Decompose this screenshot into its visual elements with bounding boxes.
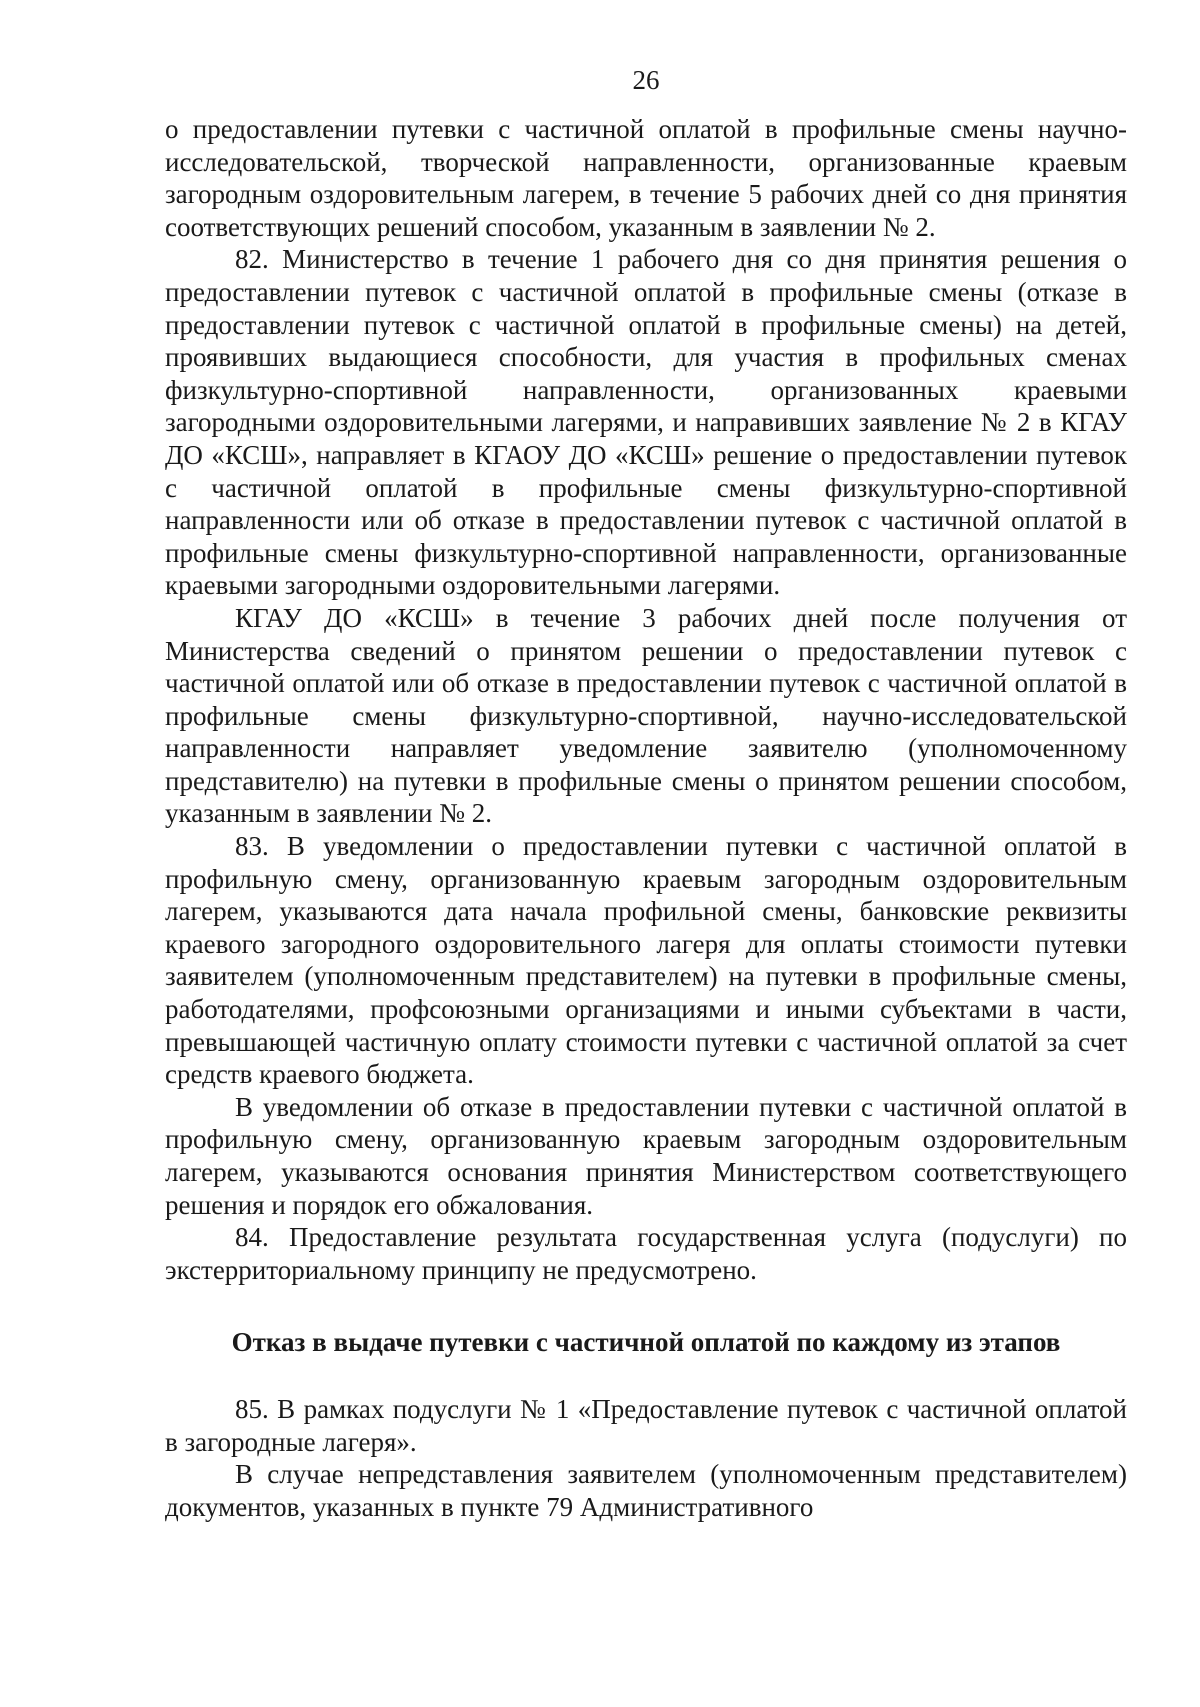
section-heading: Отказ в выдаче путевки с частичной оплатой по каждому из этапов bbox=[231, 1327, 1061, 1358]
paragraph-83: 83. В уведомлении о предоставлении путевки с частичной оплатой в профильную смену, организованную краевым загородным оздоровительным лагерем, указываются дата начала профильной смены, банковские реквизиты краевого загородного оздоровительного лагеря для оплаты стоимости путевки заявителем (уполномоченным представителем) на путевки в профильные смены, работодателями, профсоюзными организациями и иными субъектами в части, превышающей частичную оплату стоимости путевки с частичной оплатой за счет средств краевого бюджета. bbox=[165, 831, 1127, 1090]
document-page bbox=[165, 0, 1127, 1707]
paragraph-84: 84. Предоставление результата государственная услуга (подуслуги) по экстерриториальному принципу не предусмотрено. bbox=[165, 1222, 1127, 1285]
paragraph-82: 82. Министерство в течение 1 рабочего дня со дня принятия решения о предоставлении путевок с частичной оплатой в профильные смены (отказе в предоставлении путевок с частичной оплатой в профильные смены) на детей, проявивших выдающиеся способности, для участия в профильных сменах физкультурно-спортивной направленности, организованных краевыми загородными оздоровительными лагерями, и направивших заявление № 2 в КГАУ ДО «КСШ», направляет в КГАОУ ДО «КСШ» решение о предоставлении путевок с частичной оплатой в профильные смены физкультурно-спортивной направленности или об отказе в предоставлении путевок с частичной оплатой в профильные смены физкультурно-спортивной направленности, организованные краевыми загородными оздоровительными лагерями. bbox=[165, 244, 1127, 601]
paragraph-refusal-notice: В уведомлении об отказе в предоставлении путевки с частичной оплатой в профильную смену, организованную краевым загородным оздоровительным лагерем, указываются основания принятия Министерством соответствующего решения и порядок его обжалования. bbox=[165, 1091, 1127, 1220]
paragraph-85-continued: В случае непредставления заявителем (уполномоченным представителем) документов, указанных в пункте 79 Административного bbox=[165, 1459, 1127, 1522]
paragraph-continuation: о предоставлении путевки с частичной оплатой в профильные смены научно-исследовательской, творческой направленности, организованные краевым загородным оздоровительным лагерем, в течение 5 рабочих дней со дня принятия соответствующих решений способом, указанным в заявлении № 2. bbox=[165, 114, 1127, 242]
paragraph-ksh-notice: КГАУ ДО «КСШ» в течение 3 рабочих дней после получения от Министерства сведений о принятом решении о предоставлении путевок с частичной оплатой или об отказе в предоставлении путевок с частичной оплатой в профильные смены физкультурно-спортивной, научно-исследовательской направленности направляет уведомление заявителю (уполномоченному представителю) на путевки в профильные смены о принятом решении способом, указанным в заявлении № 2. bbox=[165, 602, 1127, 829]
document-body bbox=[165, 113, 1127, 1523]
page-number: 26 bbox=[632, 65, 660, 95]
paragraph-85: 85. В рамках подуслуги № 1 «Предоставление путевок с частичной оплатой в загородные лагеря». bbox=[165, 1393, 1127, 1457]
